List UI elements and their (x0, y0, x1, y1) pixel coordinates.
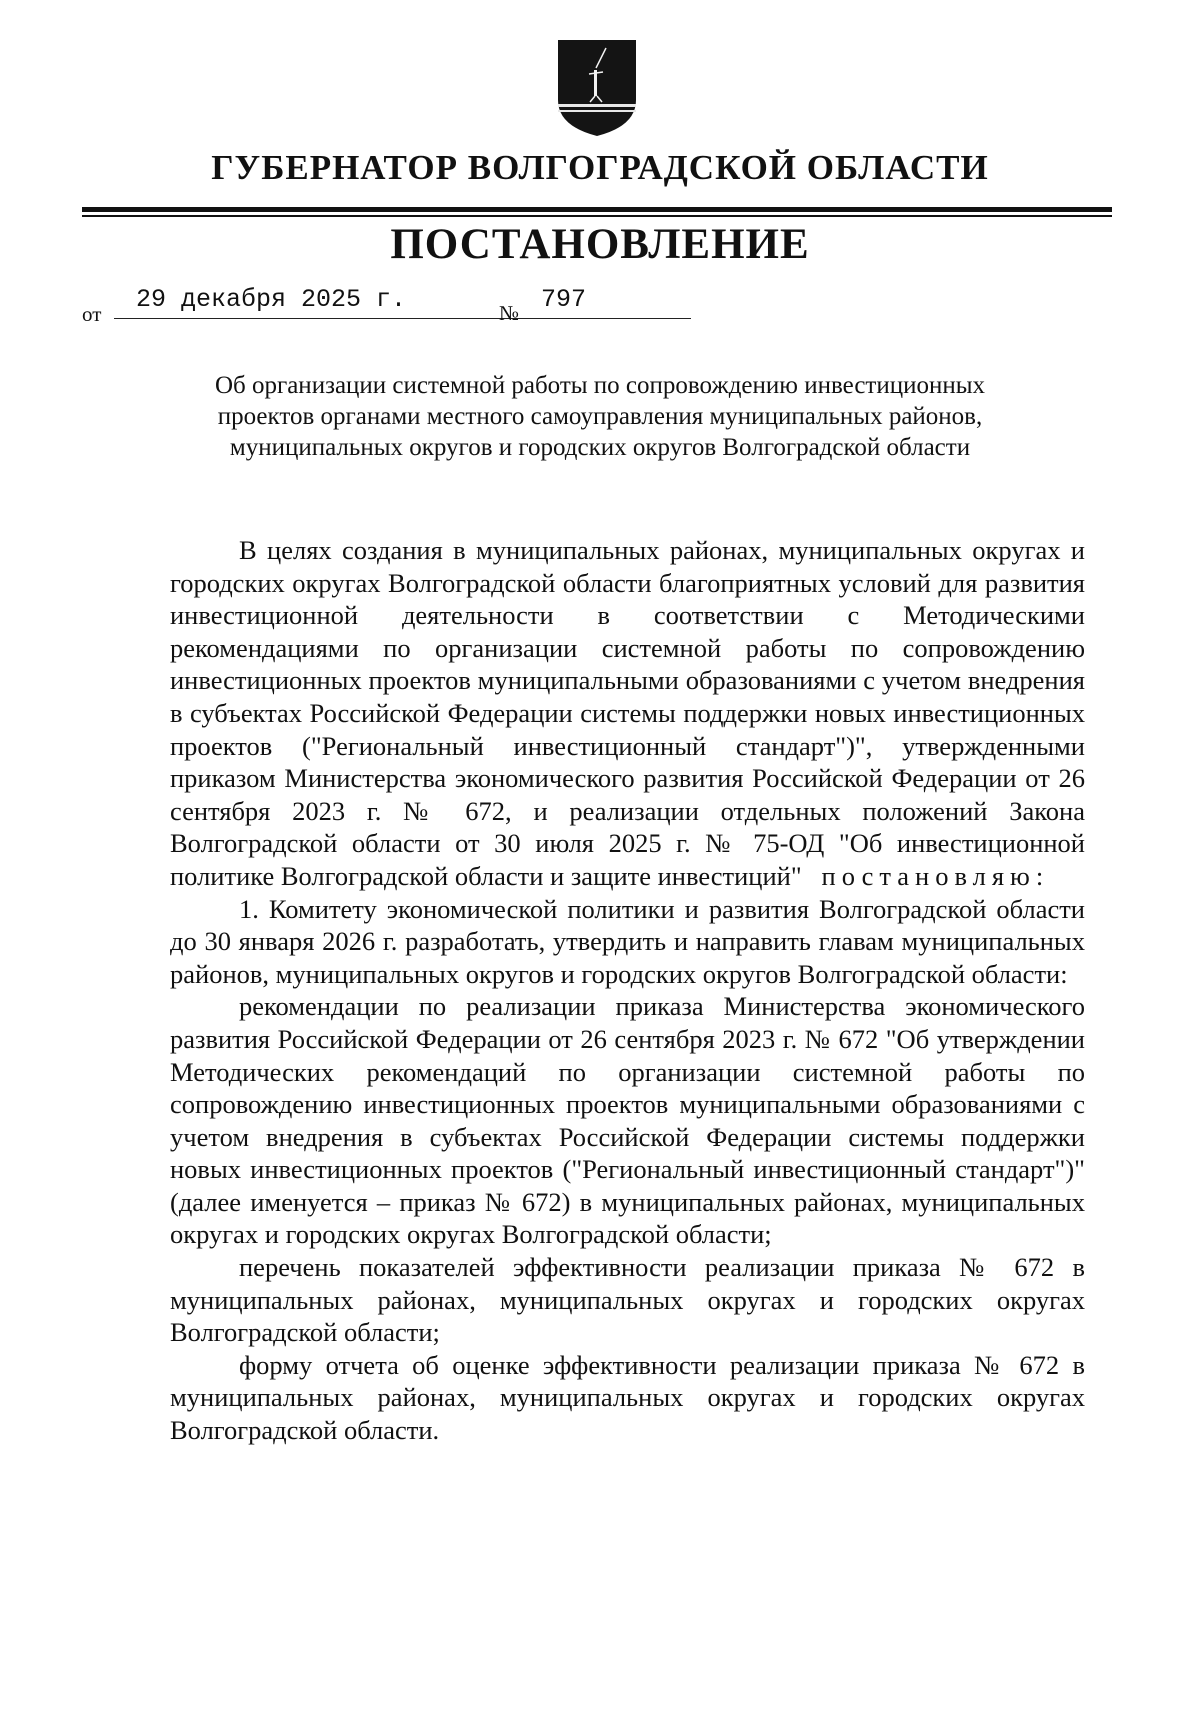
item-1-paragraph: 1. Комитету экономической политики и развития Волгоградской области до 30 января 2026 г. разработать, утвердить и направить главам муниципальных районов, муниципальных округов и городских округов Волгоградской области: (170, 893, 1085, 989)
preamble-paragraph (170, 534, 1085, 893)
issuing-authority: ГУБЕРНАТОР ВОЛГОГРАДСКОЙ ОБЛАСТИ (211, 148, 989, 187)
document-body (170, 534, 1085, 1447)
number-label: № (499, 301, 520, 325)
coat-of-arms-icon (556, 38, 638, 138)
document-date: 29 декабря 2025 г. (114, 285, 570, 319)
header-rule-thin (82, 215, 1112, 217)
document-subject (150, 370, 1050, 463)
document-type-title: ПОСТАНОВЛЕНИЕ (390, 221, 810, 268)
sub-item-report-form: форму отчета об оценке эффективности реализации приказа № 672 в муниципальных районах, муниципальных округах и городских округах Волгоградской области. (170, 1349, 1085, 1446)
document-number: 797 (527, 285, 691, 319)
header-rule-thick (82, 207, 1112, 212)
decree-word: постановляю: (821, 860, 1050, 891)
preamble-text: В целях создания в муниципальных районах, муниципальных округах и городских округах Волгоградской области благоприятных условий для развития инвестиционной деятельности в соответствии с Методическими рекомендациями по организации системной работы по сопровождению инвестиционных проектов муниципальными образованиями с учетом внедрения в субъектах Российской Федерации системы поддержки новых инвестиционных проектов ("Региональный инвестиционный стандарт")", утвержденными приказом Министерства экономического развития Российской Федерации от 26 сентября 2023 г. № 672, и реализации отдельных положений Закона Волгоградской области от 30 июля 2025 г. № 75-ОД "Об инвестиционной политике Волгоградской области и защите инвестиций" (170, 535, 1085, 891)
sub-item-indicators: перечень показателей эффективности реализации приказа № 672 в муниципальных районах, муниципальных округах и городских округах Волгоградской области; (170, 1252, 1085, 1348)
subject-line: Об организации системной работы по сопровождению инвестиционных (214, 372, 986, 399)
date-prefix: от (82, 302, 102, 326)
subject-line: проектов органами местного самоуправления муниципальных районов, (217, 403, 983, 430)
sub-item-recommendations: рекомендации по реализации приказа Министерства экономического развития Российской Федерации от 26 сентября 2023 г. № 672 "Об утверждении Методических рекомендаций по организации системной работы по сопровождению инвестиционных проектов муниципальными образованиями с учетом внедрения в субъектах Российской Федерации системы поддержки новых инвестиционных проектов ("Региональный инвестиционный стандарт")" (далее именуется – приказ № 672) в муниципальных районах, муниципальных округах и городских округах Волгоградской области; (170, 991, 1085, 1250)
document-meta (82, 285, 702, 325)
subject-line: муниципальных округов и городских округов Волгоградской области (229, 434, 971, 461)
